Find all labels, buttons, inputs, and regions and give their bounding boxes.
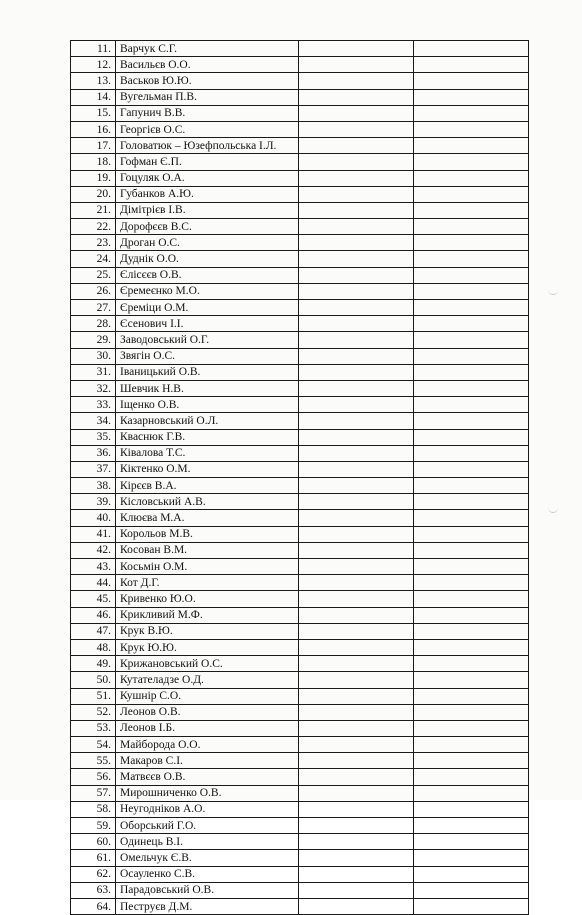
- empty-cell: [299, 575, 414, 591]
- empty-cell: [299, 753, 414, 769]
- empty-cell: [414, 105, 529, 121]
- row-number: 16.: [71, 121, 116, 137]
- empty-cell: [414, 445, 529, 461]
- person-name: Кісловський А.В.: [116, 494, 299, 510]
- row-number: 41.: [71, 526, 116, 542]
- empty-cell: [414, 121, 529, 137]
- row-number: 42.: [71, 542, 116, 558]
- empty-cell: [299, 348, 414, 364]
- row-number: 50.: [71, 672, 116, 688]
- table-row: [71, 429, 529, 445]
- person-name: Вугельман П.В.: [116, 89, 299, 105]
- person-name: Діміτрієв І.В.: [116, 202, 299, 218]
- table-row: [71, 623, 529, 639]
- empty-cell: [414, 348, 529, 364]
- empty-cell: [414, 478, 529, 494]
- table-row: [71, 494, 529, 510]
- empty-cell: [414, 704, 529, 720]
- table-row: [71, 753, 529, 769]
- row-number: 52.: [71, 704, 116, 720]
- empty-cell: [299, 478, 414, 494]
- empty-cell: [414, 526, 529, 542]
- empty-cell: [299, 656, 414, 672]
- row-number: 34.: [71, 413, 116, 429]
- person-name: Леонов О.В.: [116, 704, 299, 720]
- person-name: Георгієв О.С.: [116, 121, 299, 137]
- table-row: [71, 41, 529, 57]
- row-number: 35.: [71, 429, 116, 445]
- row-number: 60.: [71, 834, 116, 850]
- table-row: [71, 591, 529, 607]
- table-row: [71, 283, 529, 299]
- row-number: 61.: [71, 850, 116, 866]
- empty-cell: [414, 170, 529, 186]
- empty-cell: [299, 170, 414, 186]
- row-number: 46.: [71, 607, 116, 623]
- row-number: 24.: [71, 251, 116, 267]
- empty-cell: [414, 202, 529, 218]
- empty-cell: [414, 73, 529, 89]
- person-name: Кривенко Ю.О.: [116, 591, 299, 607]
- table-row: [71, 73, 529, 89]
- empty-cell: [299, 364, 414, 380]
- row-number: 49.: [71, 656, 116, 672]
- table-row: [71, 251, 529, 267]
- row-number: 27.: [71, 300, 116, 316]
- empty-cell: [414, 818, 529, 834]
- table-row: [71, 170, 529, 186]
- row-number: 53.: [71, 720, 116, 736]
- empty-cell: [414, 397, 529, 413]
- person-name: Гоцуляк О.А.: [116, 170, 299, 186]
- empty-cell: [414, 413, 529, 429]
- empty-cell: [299, 445, 414, 461]
- row-number: 21.: [71, 202, 116, 218]
- table-row: [71, 526, 529, 542]
- table-row: [71, 672, 529, 688]
- empty-cell: [299, 834, 414, 850]
- person-name: Омельчук Є.В.: [116, 850, 299, 866]
- person-name: Одинець В.І.: [116, 834, 299, 850]
- empty-cell: [299, 866, 414, 882]
- row-number: 63.: [71, 882, 116, 898]
- table-row: [71, 202, 529, 218]
- row-number: 30.: [71, 348, 116, 364]
- table-row: [71, 737, 529, 753]
- person-name: Кіктенко О.М.: [116, 461, 299, 477]
- row-number: 64.: [71, 898, 116, 914]
- empty-cell: [299, 316, 414, 332]
- person-name: Крук Ю.Ю.: [116, 639, 299, 655]
- person-name: Осауленко С.В.: [116, 866, 299, 882]
- row-number: 37.: [71, 461, 116, 477]
- table-row: [71, 397, 529, 413]
- table-row: [71, 656, 529, 672]
- row-number: 57.: [71, 785, 116, 801]
- row-number: 31.: [71, 364, 116, 380]
- empty-cell: [299, 186, 414, 202]
- empty-cell: [299, 607, 414, 623]
- row-number: 36.: [71, 445, 116, 461]
- empty-cell: [299, 154, 414, 170]
- empty-cell: [414, 898, 529, 914]
- row-number: 25.: [71, 267, 116, 283]
- table-row: [71, 445, 529, 461]
- row-number: 11.: [71, 41, 116, 57]
- row-number: 56.: [71, 769, 116, 785]
- empty-cell: [299, 623, 414, 639]
- table-row: [71, 154, 529, 170]
- empty-cell: [414, 235, 529, 251]
- table-row: [71, 89, 529, 105]
- table-row: [71, 235, 529, 251]
- empty-cell: [414, 866, 529, 882]
- table-row: [71, 607, 529, 623]
- empty-cell: [299, 413, 414, 429]
- empty-cell: [299, 559, 414, 575]
- table-row: [71, 267, 529, 283]
- person-name: Пеструєв Д.М.: [116, 898, 299, 914]
- empty-cell: [414, 850, 529, 866]
- empty-cell: [299, 704, 414, 720]
- empty-cell: [299, 429, 414, 445]
- empty-cell: [414, 429, 529, 445]
- table-row: [71, 834, 529, 850]
- empty-cell: [299, 818, 414, 834]
- person-name: Васьков Ю.Ю.: [116, 73, 299, 89]
- row-number: 33.: [71, 397, 116, 413]
- empty-cell: [299, 267, 414, 283]
- empty-cell: [414, 300, 529, 316]
- empty-cell: [414, 461, 529, 477]
- empty-cell: [299, 785, 414, 801]
- empty-cell: [414, 785, 529, 801]
- empty-cell: [414, 623, 529, 639]
- empty-cell: [299, 138, 414, 154]
- row-number: 55.: [71, 753, 116, 769]
- row-number: 19.: [71, 170, 116, 186]
- person-name: Васильєв О.О.: [116, 57, 299, 73]
- table-row: [71, 138, 529, 154]
- person-name: Єремеєнко М.О.: [116, 283, 299, 299]
- table-row: [71, 769, 529, 785]
- empty-cell: [299, 397, 414, 413]
- row-number: 51.: [71, 688, 116, 704]
- empty-cell: [299, 380, 414, 396]
- row-number: 58.: [71, 801, 116, 817]
- person-name: Косьмін О.М.: [116, 559, 299, 575]
- empty-cell: [414, 154, 529, 170]
- empty-cell: [299, 720, 414, 736]
- row-number: 59.: [71, 818, 116, 834]
- table-row: [71, 866, 529, 882]
- empty-cell: [299, 41, 414, 57]
- table-row: [71, 542, 529, 558]
- table-row: [71, 461, 529, 477]
- empty-cell: [414, 251, 529, 267]
- empty-cell: [414, 57, 529, 73]
- empty-cell: [414, 639, 529, 655]
- person-name: Дорофєєв В.С.: [116, 219, 299, 235]
- empty-cell: [414, 737, 529, 753]
- row-number: 13.: [71, 73, 116, 89]
- empty-cell: [414, 591, 529, 607]
- empty-cell: [414, 607, 529, 623]
- table-row: [71, 219, 529, 235]
- row-number: 38.: [71, 478, 116, 494]
- person-name: Гапунич В.В.: [116, 105, 299, 121]
- empty-cell: [299, 121, 414, 137]
- person-name: Головатюк – Юзефпольська І.Л.: [116, 138, 299, 154]
- person-name: Крижановський О.С.: [116, 656, 299, 672]
- empty-cell: [299, 801, 414, 817]
- person-name: Дуднік О.О.: [116, 251, 299, 267]
- empty-cell: [414, 656, 529, 672]
- empty-cell: [414, 267, 529, 283]
- person-name: Кутателадзе О.Д.: [116, 672, 299, 688]
- table-row: [71, 898, 529, 914]
- empty-cell: [299, 882, 414, 898]
- empty-cell: [299, 251, 414, 267]
- row-number: 23.: [71, 235, 116, 251]
- empty-cell: [414, 575, 529, 591]
- person-name: Варчук С.Г.: [116, 41, 299, 57]
- table-row: [71, 575, 529, 591]
- person-name: Губанков А.Ю.: [116, 186, 299, 202]
- person-name: Майборода О.О.: [116, 737, 299, 753]
- empty-cell: [299, 769, 414, 785]
- empty-cell: [299, 898, 414, 914]
- row-number: 62.: [71, 866, 116, 882]
- row-number: 45.: [71, 591, 116, 607]
- empty-cell: [299, 235, 414, 251]
- row-number: 39.: [71, 494, 116, 510]
- empty-cell: [414, 364, 529, 380]
- person-name: Косован В.М.: [116, 542, 299, 558]
- empty-cell: [299, 73, 414, 89]
- person-name: Крикливий М.Ф.: [116, 607, 299, 623]
- empty-cell: [299, 850, 414, 866]
- table-row: [71, 559, 529, 575]
- person-name: Клюєва М.А.: [116, 510, 299, 526]
- empty-cell: [299, 202, 414, 218]
- empty-cell: [414, 380, 529, 396]
- row-number: 20.: [71, 186, 116, 202]
- empty-cell: [299, 542, 414, 558]
- row-number: 32.: [71, 380, 116, 396]
- person-name: Неугодніков А.О.: [116, 801, 299, 817]
- row-number: 17.: [71, 138, 116, 154]
- person-name: Корольов М.В.: [116, 526, 299, 542]
- person-name: Дроган О.С.: [116, 235, 299, 251]
- row-number: 29.: [71, 332, 116, 348]
- empty-cell: [299, 639, 414, 655]
- empty-cell: [414, 316, 529, 332]
- punch-hole-mark: [548, 290, 558, 295]
- person-name: Мирошниченко О.В.: [116, 785, 299, 801]
- empty-cell: [299, 510, 414, 526]
- person-name: Шевчик Н.В.: [116, 380, 299, 396]
- empty-cell: [299, 283, 414, 299]
- table-row: [71, 186, 529, 202]
- person-name: Єреміци О.М.: [116, 300, 299, 316]
- empty-cell: [299, 219, 414, 235]
- empty-cell: [414, 89, 529, 105]
- empty-cell: [414, 138, 529, 154]
- empty-cell: [414, 720, 529, 736]
- row-number: 54.: [71, 737, 116, 753]
- empty-cell: [299, 300, 414, 316]
- table-row: [71, 57, 529, 73]
- row-number: 47.: [71, 623, 116, 639]
- empty-cell: [299, 526, 414, 542]
- person-name: Іщенко О.В.: [116, 397, 299, 413]
- table-row: [71, 364, 529, 380]
- empty-cell: [414, 332, 529, 348]
- empty-cell: [414, 186, 529, 202]
- person-name: Казарновський О.Л.: [116, 413, 299, 429]
- table-row: [71, 704, 529, 720]
- person-name: Звягін О.С.: [116, 348, 299, 364]
- row-number: 22.: [71, 219, 116, 235]
- empty-cell: [414, 510, 529, 526]
- person-name: Леонов І.Б.: [116, 720, 299, 736]
- empty-cell: [414, 769, 529, 785]
- table-row: [71, 348, 529, 364]
- table-row: [71, 332, 529, 348]
- table-row: [71, 121, 529, 137]
- empty-cell: [299, 57, 414, 73]
- row-number: 28.: [71, 316, 116, 332]
- table-row: [71, 413, 529, 429]
- empty-cell: [299, 737, 414, 753]
- table-row: [71, 300, 529, 316]
- table-row: [71, 105, 529, 121]
- row-number: 48.: [71, 639, 116, 655]
- row-number: 14.: [71, 89, 116, 105]
- person-name: Кірєєв В.А.: [116, 478, 299, 494]
- table-row: [71, 688, 529, 704]
- empty-cell: [414, 283, 529, 299]
- empty-cell: [414, 219, 529, 235]
- empty-cell: [414, 834, 529, 850]
- empty-cell: [299, 332, 414, 348]
- empty-cell: [414, 753, 529, 769]
- person-name: Макаров С.І.: [116, 753, 299, 769]
- table-row: [71, 639, 529, 655]
- person-name: Кваснюк Г.В.: [116, 429, 299, 445]
- person-name: Ківалова Т.С.: [116, 445, 299, 461]
- person-name: Парадовський О.В.: [116, 882, 299, 898]
- row-number: 12.: [71, 57, 116, 73]
- person-name: Єсенович І.І.: [116, 316, 299, 332]
- empty-cell: [299, 494, 414, 510]
- table-row: [71, 801, 529, 817]
- empty-cell: [414, 882, 529, 898]
- empty-cell: [299, 688, 414, 704]
- table-row: [71, 850, 529, 866]
- table-row: [71, 510, 529, 526]
- empty-cell: [414, 41, 529, 57]
- table-row: [71, 380, 529, 396]
- empty-cell: [299, 461, 414, 477]
- roster-table-body: [71, 41, 529, 915]
- table-row: [71, 478, 529, 494]
- roster-table: [70, 40, 529, 915]
- row-number: 40.: [71, 510, 116, 526]
- empty-cell: [299, 672, 414, 688]
- empty-cell: [414, 688, 529, 704]
- table-row: [71, 818, 529, 834]
- row-number: 43.: [71, 559, 116, 575]
- table-row: [71, 882, 529, 898]
- empty-cell: [414, 494, 529, 510]
- row-number: 18.: [71, 154, 116, 170]
- person-name: Іваницький О.В.: [116, 364, 299, 380]
- table-row: [71, 785, 529, 801]
- person-name: Кот Д.Г.: [116, 575, 299, 591]
- empty-cell: [414, 801, 529, 817]
- empty-cell: [299, 591, 414, 607]
- table-row: [71, 720, 529, 736]
- person-name: Кушнір С.О.: [116, 688, 299, 704]
- table-row: [71, 316, 529, 332]
- row-number: 44.: [71, 575, 116, 591]
- person-name: Оборський Г.О.: [116, 818, 299, 834]
- empty-cell: [299, 105, 414, 121]
- row-number: 26.: [71, 283, 116, 299]
- empty-cell: [414, 559, 529, 575]
- person-name: Єлісєєв О.В.: [116, 267, 299, 283]
- empty-cell: [299, 89, 414, 105]
- empty-cell: [414, 542, 529, 558]
- row-number: 15.: [71, 105, 116, 121]
- person-name: Крук В.Ю.: [116, 623, 299, 639]
- punch-hole-mark: [548, 508, 558, 513]
- person-name: Заводовський О.Г.: [116, 332, 299, 348]
- person-name: Матвєєв О.В.: [116, 769, 299, 785]
- person-name: Гофман Є.П.: [116, 154, 299, 170]
- empty-cell: [414, 672, 529, 688]
